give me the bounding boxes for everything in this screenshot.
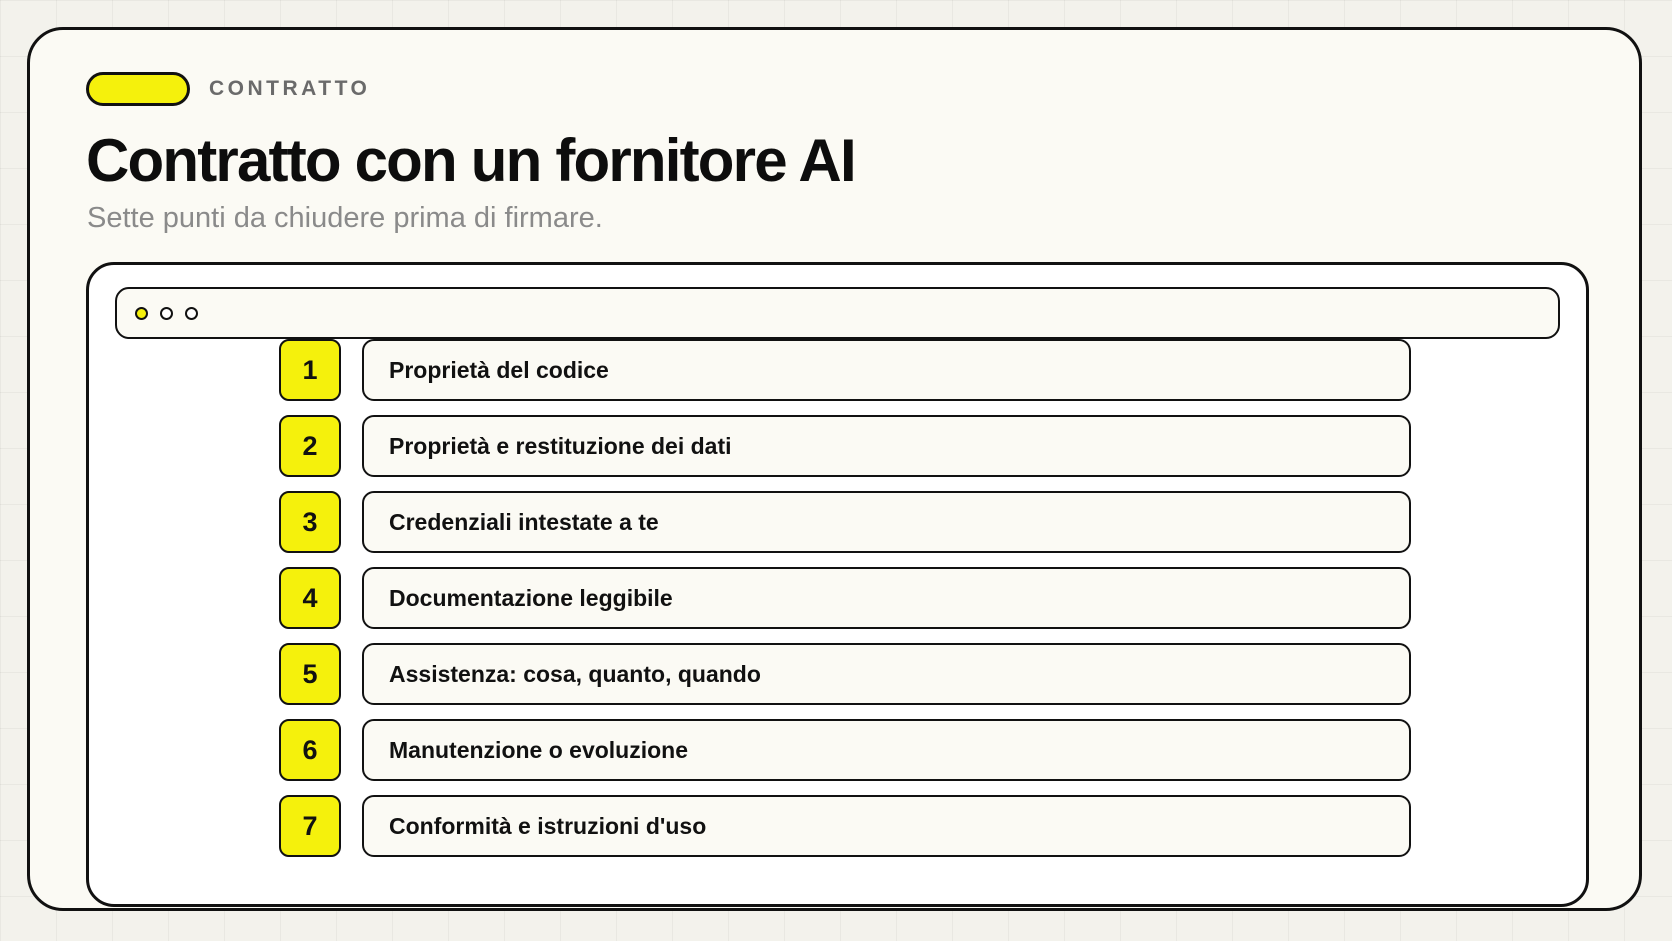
item-label: Proprietà del codice <box>362 339 1411 401</box>
item-number-badge: 6 <box>279 719 341 781</box>
item-number-badge: 1 <box>279 339 341 401</box>
eyebrow-label: CONTRATTO <box>209 77 371 100</box>
window-dot-empty <box>185 307 198 320</box>
item-label: Credenziali intestate a te <box>362 491 1411 553</box>
window-title-bar <box>115 287 1560 339</box>
list-item <box>279 339 1411 401</box>
list-item <box>279 567 1411 629</box>
item-number-badge: 4 <box>279 567 341 629</box>
page-title: Contratto con un fornitore AI <box>86 127 855 194</box>
item-number-badge: 5 <box>279 643 341 705</box>
slide-card <box>27 27 1642 911</box>
item-label: Manutenzione o evoluzione <box>362 719 1411 781</box>
item-label: Assistenza: cosa, quanto, quando <box>362 643 1411 705</box>
item-number-badge: 7 <box>279 795 341 857</box>
browser-window <box>86 262 1589 907</box>
window-dot-empty <box>160 307 173 320</box>
list-item <box>279 719 1411 781</box>
list-item <box>279 491 1411 553</box>
item-label: Proprietà e restituzione dei dati <box>362 415 1411 477</box>
list-item <box>279 795 1411 857</box>
item-number-badge: 2 <box>279 415 341 477</box>
list-item <box>279 643 1411 705</box>
item-label: Conformità e istruzioni d'uso <box>362 795 1411 857</box>
eyebrow <box>86 72 370 106</box>
item-label: Documentazione leggibile <box>362 567 1411 629</box>
page-subtitle: Sette punti da chiudere prima di firmare. <box>87 202 603 234</box>
list-item <box>279 415 1411 477</box>
window-dot-yellow <box>135 307 148 320</box>
eyebrow-pill <box>86 72 190 106</box>
item-number-badge: 3 <box>279 491 341 553</box>
